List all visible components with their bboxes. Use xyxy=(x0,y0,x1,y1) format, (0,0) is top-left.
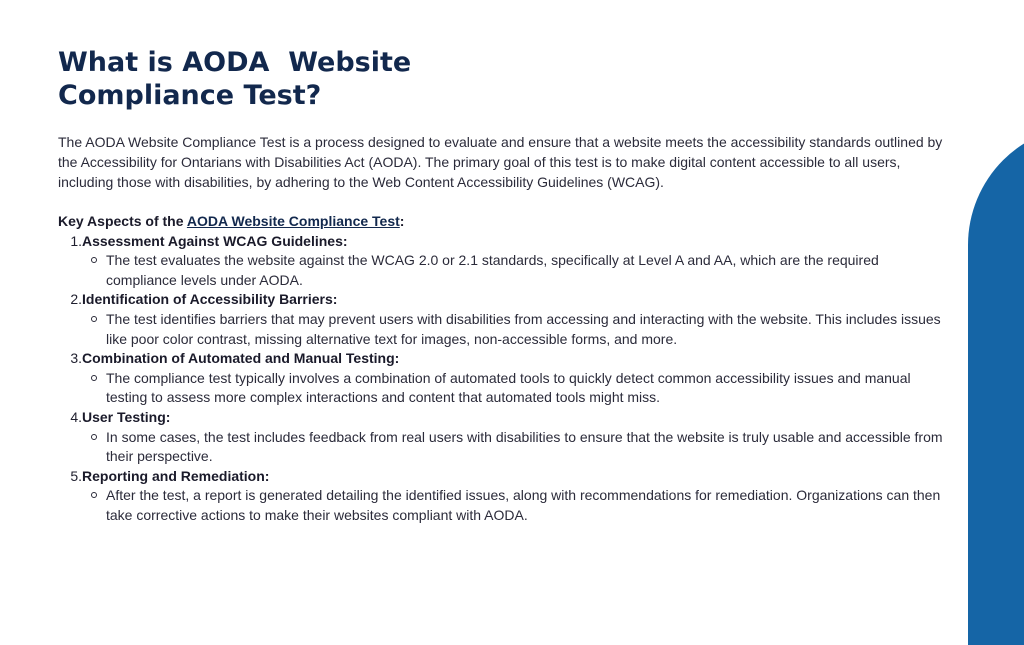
hollow-bullet-icon xyxy=(91,316,97,322)
aoda-test-link[interactable]: AODA Website Compliance Test xyxy=(186,213,400,229)
aspect-detail-text: The test identifies barriers that may prevent users with disabilities from accessing and interacting with the website. This includes issues like poor color contrast, missing alternative text for images, non-accessible forms, and more. xyxy=(106,310,941,347)
aspect-title: Reporting and Remediation: xyxy=(82,467,270,484)
hollow-bullet-icon xyxy=(91,492,97,498)
hollow-bullet-icon xyxy=(91,434,97,440)
hollow-bullet-icon xyxy=(91,257,97,263)
title-line-1: What is AODA Website xyxy=(58,47,412,78)
aspect-number: 2. xyxy=(70,291,82,308)
aspect-details xyxy=(58,428,948,467)
aspect-number: 5. xyxy=(70,467,82,484)
aspect-item xyxy=(58,467,948,526)
aspect-detail-text: After the test, a report is generated detailing the identified issues, along with recommendations for remediation. Organizations can then take corrective actions to make their websites compliant with AODA. xyxy=(106,487,941,523)
aspect-title: Assessment Against WCAG Guidelines: xyxy=(82,232,348,249)
aspect-item xyxy=(58,349,948,408)
aspect-detail xyxy=(106,310,948,349)
aspect-item xyxy=(58,408,948,467)
aspect-title: User Testing: xyxy=(82,408,171,425)
aspect-details xyxy=(58,369,948,408)
aspect-details xyxy=(58,486,948,525)
page-title xyxy=(58,46,948,112)
aspect-detail xyxy=(106,369,948,408)
aspect-detail xyxy=(106,251,948,290)
aspect-number: 3. xyxy=(70,350,82,367)
aspect-detail xyxy=(106,486,948,525)
intro-paragraph: The AODA Website Compliance Test is a process designed to evaluate and ensure that a website meets the accessibility standards outlined by the Accessibility for Ontarians with Disabilities Act (AODA). The primary goal of this test is to make digital content accessible to all users, including those with disabilities, by adhering to the Web Content Accessibility Guidelines (WCAG). xyxy=(58,134,943,190)
aspect-detail-text: The compliance test typically involves a combination of automated tools to quickly detect common accessibility issues and manual testing to assess more complex interactions and content that automated tools might miss. xyxy=(106,369,911,406)
aspects-list xyxy=(58,232,948,526)
aspect-item xyxy=(58,232,948,291)
aspect-number: 1. xyxy=(70,232,82,249)
aspect-detail-text: The test evaluates the website against the WCAG 2.0 or 2.1 standards, specifically at Level A and AA, which are the required compliance levels under AODA. xyxy=(106,252,879,288)
aspect-detail xyxy=(106,428,948,467)
aspect-number: 4. xyxy=(70,408,82,425)
aspects-heading-prefix: Key Aspects of the xyxy=(58,213,187,229)
aspect-details xyxy=(58,310,948,349)
aspect-item xyxy=(58,290,948,349)
aspects-heading-suffix: : xyxy=(399,213,405,229)
aspect-title: Combination of Automated and Manual Testing: xyxy=(82,350,400,367)
decorative-blue-shape xyxy=(968,125,1024,645)
title-line-2: Compliance Test? xyxy=(58,80,322,111)
slide-content xyxy=(58,46,948,526)
aspects-heading xyxy=(58,212,948,232)
aspect-details xyxy=(58,251,948,290)
hollow-bullet-icon xyxy=(91,375,97,381)
aspect-detail-text: In some cases, the test includes feedback from real users with disabilities to ensure that the website is truly usable and accessible from their perspective. xyxy=(106,428,943,465)
aspect-title: Identification of Accessibility Barriers: xyxy=(82,291,338,308)
